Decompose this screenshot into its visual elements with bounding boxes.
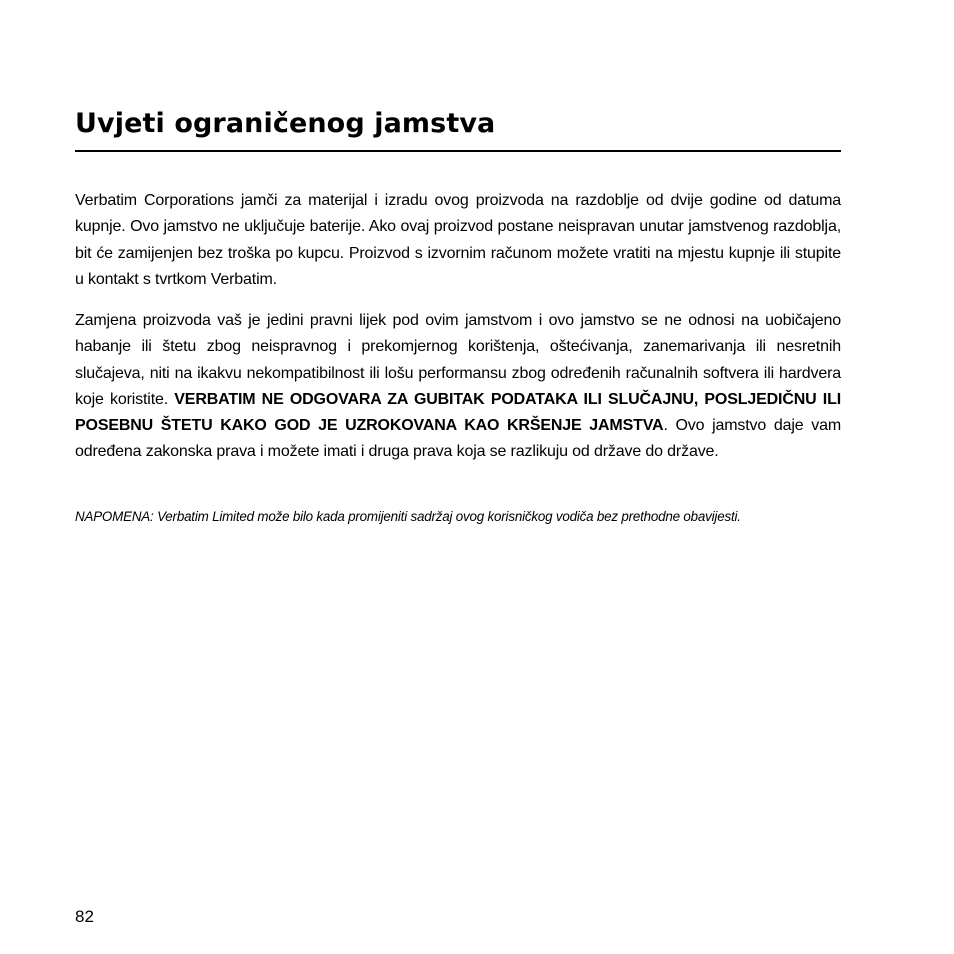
notice-note: NAPOMENA: Verbatim Limited može bilo kada promijeniti sadržaj ovog korisničkog vodiča bez prethodne obavijesti. — [75, 509, 741, 524]
page-number: 82 — [75, 907, 94, 926]
warranty-paragraph-1: Verbatim Corporations jamči za materijal i izradu ovog proizvoda na razdoblje od dvije godine od datuma kupnje. Ovo jamstvo ne uključuje baterije. Ako ovaj proizvod postane neispravan unutar jamstvenog razdoblja, bit će zamijenjen bez troška po kupcu. Proizvod s izvornim računom možete vratiti na mjestu kupnje ili stupite u kontakt s tvrtkom Verbatim. — [75, 192, 841, 288]
title-divider — [75, 150, 841, 152]
page-title: Uvjeti ograničenog jamstva — [75, 108, 496, 139]
paragraph-2-text: Zamjena proizvoda vaš je jedini pravni lijek pod ovim jamstvom i ovo jamstvo se ne odnosi na uobičajeno habanje ili štetu zbog neispravnog i prekomjernog korištenja, oštećivanja, zanemarivanja ili nesretnih slučajeva, niti na ikakvu nekompatibilnost ili lošu performansu zbog određenih računalnih softvera ili hardvera koje koristite. — [75, 312, 841, 408]
warranty-paragraph-2 — [75, 308, 841, 466]
liability-disclaimer: VERBATIM NE ODGOVARA ZA GUBITAK PODATAKA ILI SLUČAJNU, POSLJEDIČNU ILI POSEBNU ŠTETU KAKO GOD JE UZROKOVANA KAO KRŠENJE JAMSTVA — [75, 390, 841, 435]
paragraph-2-text-end: . Ovo jamstvo daje vam određena zakonska prava i možete imati i druga prava koja se razlikuju od države do države. — [75, 417, 842, 461]
